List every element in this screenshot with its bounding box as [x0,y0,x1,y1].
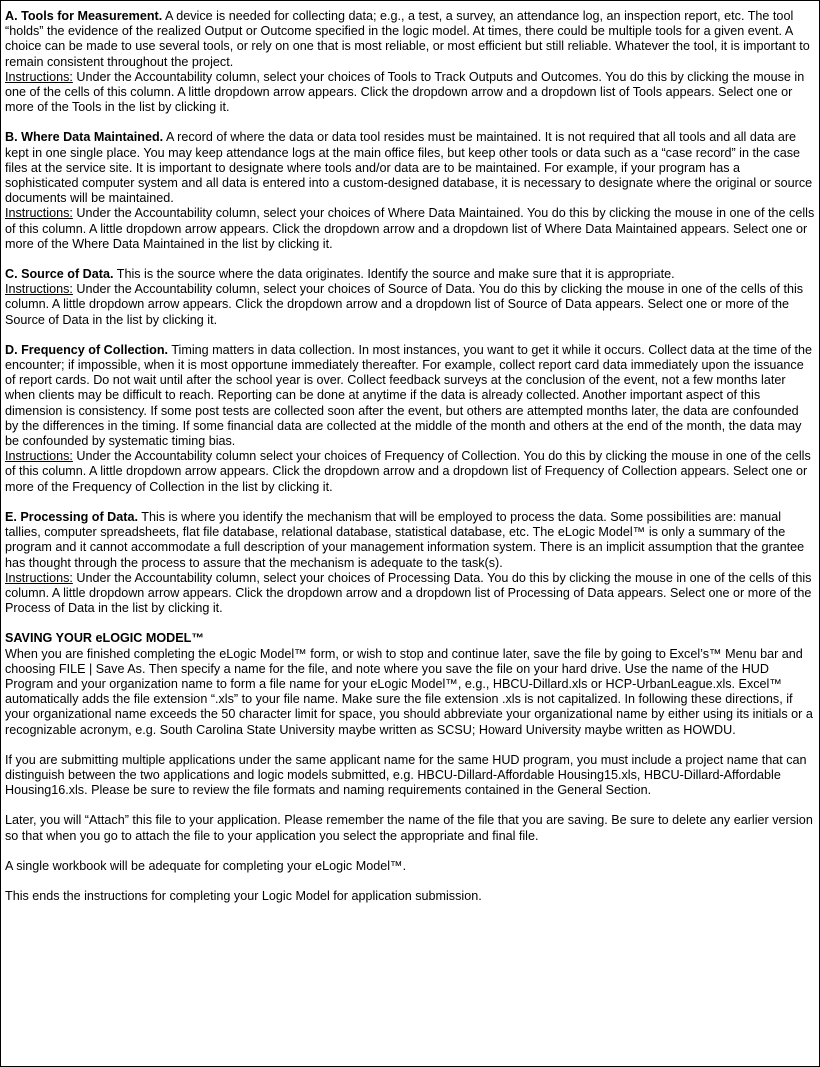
section-paragraph [5,510,815,571]
section-frequency-of-collection [5,343,815,495]
instructions-text: Under the Accountability column, select your choices of Tools to Track Outputs and Outcomes. You do this by clicking the mouse in one of the cells of this column. A little dropdown arrow appears. Click the dropdown arrow and a dropdown list of Tools appears. Select one or more of the Tools in the list by clicking it. [5,69,805,115]
instructions-paragraph [5,70,815,116]
section-body: A record of where the data or data tool resides must be maintained. It is not required that all tools and all data are kept in one single place. You may keep attendance logs at the main office files, but keep other tools or data such as a “case record” in the case files at the service site. It is important to designate where tools and/or data are to be maintained. For example, if your program has a sophisticated computer system and all data is entered into a custom-designed database, it is necessary to designate where the original or source documents will be maintained. [5,130,813,206]
saving-heading: SAVING YOUR eLOGIC MODEL™ [5,631,204,646]
instructions-text: Under the Accountability column, select your choices of Source of Data. You do this by clicking the mouse in one of the cells of this column. A little dropdown arrow appears. Click the dropdown arrow and a dropdown list of Source of Data appears. Select one or more of the Source of Data in the list by clicking it. [5,282,804,327]
section-heading: C. Source of Data. [5,267,114,282]
instructions-text: Under the Accountability column, select your choices of Processing Data. You do this by clicking the mouse in one of the cells of this column. A little dropdown arrow appears. Click the dropdown arrow and a dropdown list of Processing of Data appears. Select one or more of the Process of Data in the list by clicking it. [5,570,812,616]
section-heading: B. Where Data Maintained. [5,130,164,145]
instructions-paragraph [5,571,815,617]
saving-paragraph: If you are submitting multiple applications under the same applicant name for the same HUD program, you must include a project name that can distinguish between the two applications and logic models submitted, e.g. HBCU-Dillard-Affordable Housing15.xls, HBCU-Dillard-Affordable Housing16.xls. Please be sure to review the file formats and naming requirements contained in the General Section. [5,752,807,798]
section-body: This is the source where the data originates. Identify the source and make sure that it is appropriate. [116,267,675,282]
section-paragraph [5,267,815,282]
instructions-label: Instructions: [5,282,73,297]
section-paragraph [5,343,815,449]
section-where-data-maintained [5,130,815,252]
instructions-label: Instructions: [5,449,73,464]
section-heading: D. Frequency of Collection. [5,342,169,357]
saving-paragraph: Later, you will “Attach” this file to your application. Please remember the name of the file that you are saving. Be sure to delete any earlier version so that when you go to attach the file to your application you select the appropriate and final file. [5,813,813,843]
closing-line: This ends the instructions for completing your Logic Model for application submission. [5,888,482,903]
section-heading: A. Tools for Measurement. [5,9,163,23]
section-body: A device is needed for collecting data; e.g., a test, a survey, an attendance log, an inspection report, etc. The tool “holds” the evidence of the realized Output or Outcome specified in the logic model. At times, there could be multiple tools for a given event. A choice can be made to use several tools, or rely on one that is most reliable, or most efficient but still reliable. Whatever the tool, it is important to remain consistent throughout the project. [5,9,810,69]
instructions-paragraph [5,282,815,328]
saving-paragraph: A single workbook will be adequate for completing your eLogic Model™. [5,858,407,873]
section-source-of-data [5,267,815,328]
instructions-paragraph [5,449,815,495]
section-paragraph [5,9,815,70]
instructions-label: Instructions: [5,206,73,221]
instructions-label: Instructions: [5,69,73,84]
section-body: Timing matters in data collection. In most instances, you want to get it while it occurs. Collect data at the time of the encounter; if impossible, when it is most opportune immediately thereafter. For example, collect report card data immediately upon the issuance of report cards. Do not wait until after the school year is over. Collect feedback surveys at the conclusion of the event, not a few months later when clients may be difficult to reach. Reporting can be done at anytime if the data is already collected. Another important aspect of this dimension is consistency. If some post tests are collected soon after the event, but others are attempted months later, the data are confounded by the differences in the timing. If some financial data are collected at the middle of the month and others at the end of the month, the data may be confounded by systematic timing bias. [5,342,813,449]
saving-paragraph: When you are finished completing the eLogic Model™ form, or wish to stop and continue later, save the file by going to Excel’s™ Menu bar and choosing FILE | Save As. Then specify a name for the file, and note where you save the file on your hard drive. Use the name of the HUD Program and your organization name to form a file name for your eLogic Model™, e.g., HBCU-Dillard.xls or HCP-UrbanLeague.xls. Excel™ automatically adds the file extension “.xls” to your file name. Make sure the file extension .xls is not capitalized. In following these directions, if your organizational name exceeds the 50 character limit for space, you should abbreviate your organizational name by either using its initials or a recognizable acronym, e.g. South Carolina State University maybe written as SCSU; Howard University maybe written as HOWDU. [5,646,813,737]
instructions-label: Instructions: [5,570,73,585]
section-tools-for-measurement [5,9,815,115]
instructions-text: Under the Accountability column, select your choices of Where Data Maintained. You do this by clicking the mouse in one of the cells of this column. A little dropdown arrow appears. Click the dropdown arrow and a dropdown list of Where Data Maintained appears. Select one or more of the Where Data Maintained in the list by clicking it. [5,206,815,251]
section-saving-elogic-model [5,631,815,737]
section-processing-of-data [5,510,815,616]
section-paragraph [5,130,815,206]
instructions-paragraph [5,206,815,252]
section-heading: E. Processing of Data. [5,509,138,524]
section-body: This is where you identify the mechanism that will be employed to process the data. Some possibilities are: manual tallies, computer spreadsheets, flat file database, relational database, statistical database, etc. The eLogic Model™ is only a summary of the program and it cannot accommodate a full description of your management information system. There is an implicit assumption that the grantee has thought through the process to assure that the mechanism is adequate to the task(s). [5,509,805,570]
instructions-text: Under the Accountability column select your choices of Frequency of Collection. You do this by clicking the mouse in one of the cells of this column. A little dropdown arrow appears. Click the dropdown arrow and a dropdown list of Frequency of Collection appears. Select one or more of the Frequency of Collection in the list by clicking it. [5,449,811,494]
